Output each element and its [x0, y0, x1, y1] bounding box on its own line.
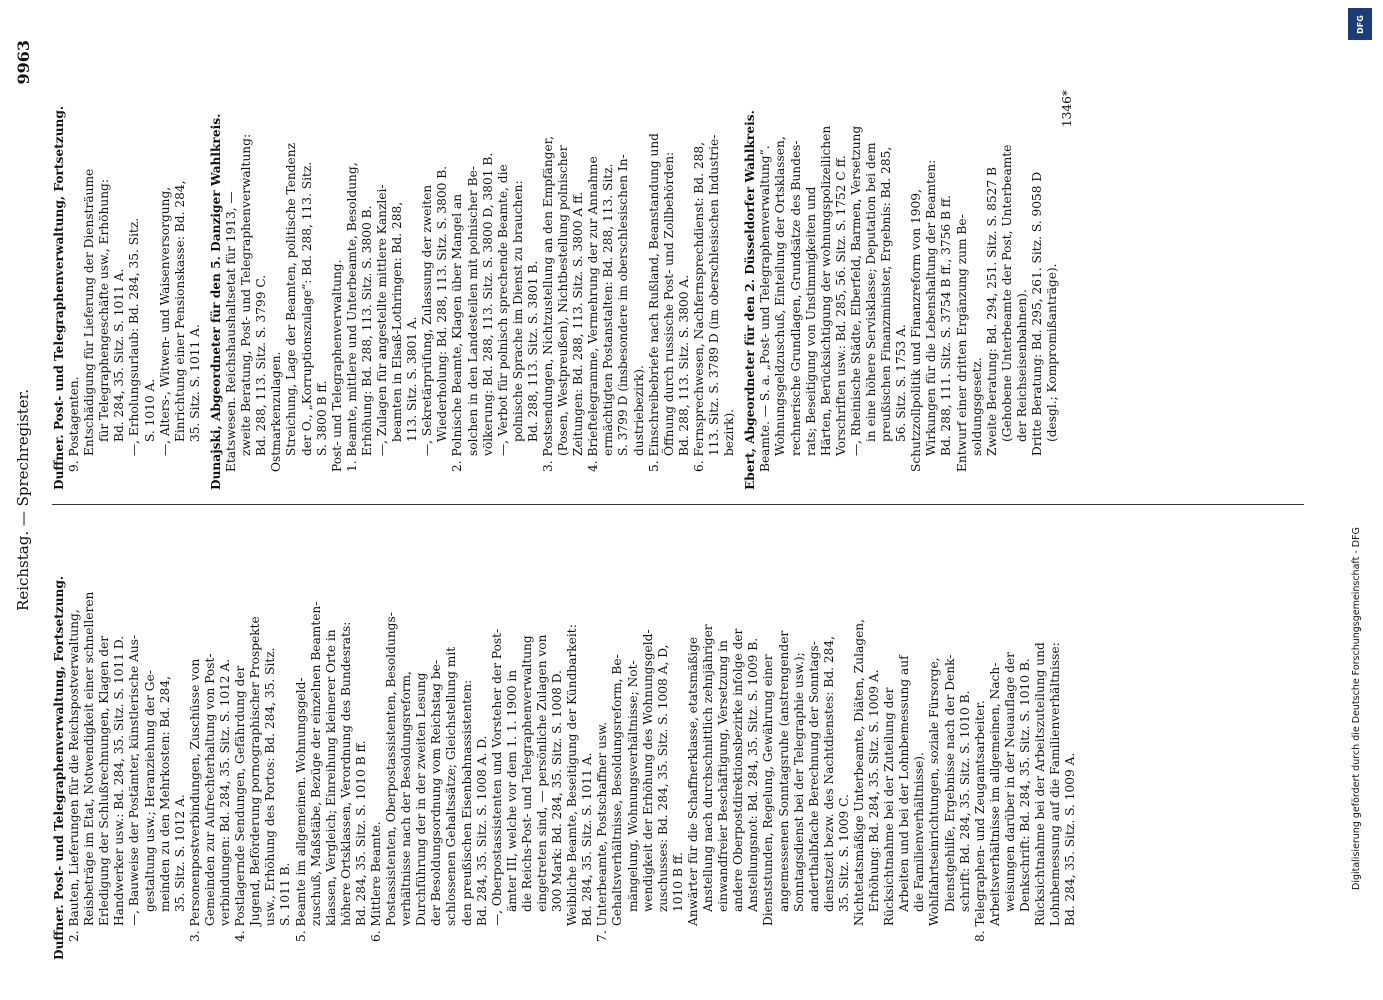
index-line: völkerung: Bd. 288, 113. Sitz. S. 3800 D, 3801 B.	[480, 152, 495, 456]
index-line: Etatswesen. Reichshaushaltsetat für 1913, —	[224, 191, 239, 472]
index-line: 9. Postagenten.	[67, 376, 82, 472]
index-line: Bd. 284, 35. Sitz. S. 1008 A. D.	[474, 735, 489, 926]
index-line: polnische Sprache im Dienst zu brauchen:	[510, 180, 525, 442]
index-line: verhältnisse nach der Besoldungsreform,	[399, 671, 414, 926]
index-line: wendigkeit der Erhöhung des Wohnungsgeld-	[640, 629, 655, 912]
index-line: zuschusses: Bd. 284, 35. Sitz. S. 1008 A, D,	[655, 644, 670, 912]
index-line: 113. Sitz. S. 3801 A.	[405, 316, 420, 442]
index-line: —, Oberpostassistenten und Vorsteher der Post-	[489, 628, 504, 926]
index-line: —, Sekretärprüfung, Zulassung der zweiten	[420, 184, 435, 456]
index-line: gestaltung usw.; Heranziehung der Ge-	[142, 670, 157, 912]
index-line: 35. Sitz. S. 1011 A.	[187, 324, 202, 442]
index-line: —, Bauweise der Postämter, künstlerische Aus-	[127, 634, 142, 926]
index-line: ämter III, welche vor dem 1. 1. 1900 in	[504, 669, 519, 912]
index-line: usw., Erhöhung des Portos: Bd. 284, 35. Sitz.	[263, 647, 278, 926]
index-line: —, Alters-, Witwen- und Waisenversorgung,	[157, 186, 172, 456]
left-column	[52, 520, 1304, 960]
index-line: Bd. 288, 113. Sitz. S. 3800 A.	[676, 274, 691, 456]
index-line: die Familienverhältnisse).	[912, 752, 927, 912]
index-line: rechnerische Grundlagen, Grundsätze des Bundes-	[788, 140, 803, 456]
index-line: —, Zulagen für angestellte mittlere Kanzlei-	[374, 184, 389, 456]
index-line: Zweite Beratung: Bd. 294, 251. Sitz. S. 8527 B	[984, 167, 999, 456]
digitization-note-text: Digitalisierung gefördert durch die Deutsche Forschungsgemeinschaft - DFG	[1351, 527, 1362, 890]
index-line: Bd. 284, 35. Sitz. S. 1011 A.	[580, 752, 595, 926]
index-line: Dienstgehilfe, Ergebnisse nach der Denk-	[942, 654, 957, 912]
index-line: Entschädigung für Lieferung der Diensträume	[82, 168, 97, 456]
index-line: schlossenen Gehaltssätze; Gleichstellung mit	[444, 646, 459, 926]
index-line: der Reichseisenbahnen).	[1014, 289, 1029, 442]
index-line: Dienststunden, Regelung, Gewährung einer	[761, 654, 776, 926]
index-line: 56. Sitz. S. 1753 A.	[894, 324, 909, 442]
index-line: 3. Personenpostverbindungen, Zuschüsse von	[187, 658, 202, 942]
index-line: Einrichtung einer Pensionskasse: Bd. 284,	[172, 180, 187, 442]
index-line: meinden zu den Mehrkosten: Bd. 284,	[157, 675, 172, 912]
index-line: dustriebezirk).	[631, 365, 646, 456]
index-line: beamten in Elsaß-Lothringen: Bd. 288,	[390, 201, 405, 442]
entry-heading: Duffner. Post- und Telegraphenverwaltung, Fortsetzung.	[52, 575, 66, 960]
index-line: anderthalbfache Berechnung der Sonntags-	[806, 641, 821, 912]
index-line: soldungsgesetz.	[969, 357, 984, 456]
index-line: weisungen darüber in der Neuauflage der	[1002, 652, 1017, 912]
index-line: 300 Mark: Bd. 284, 35. Sitz. S. 1008 D.	[550, 670, 565, 912]
index-line: höhere Ortsklassen, Verordnung des Bundesrats:	[338, 621, 353, 926]
index-line: Sonntagsdienst bei der Telegraphie usw.);	[791, 652, 806, 912]
index-line: für Telegraphengeschäfte usw., Erhöhung:	[97, 179, 112, 442]
index-line: Anstellungsnot: Bd. 284, 35. Sitz. S. 1009 B.	[746, 637, 761, 912]
index-line: Zeitungen: Bd. 288, 113. Sitz. S. 3800 A ff.	[571, 191, 586, 456]
index-line: Erhöhung: Bd. 284, 35. Sitz. S. 1009 A.	[867, 669, 882, 912]
index-line: Wohlfahrtseinrichtungen, soziale Fürsorge,	[927, 657, 942, 926]
index-line: Bd. 288, 113. Sitz. S. 3799 C.	[254, 274, 269, 456]
index-line: 35. Sitz. S. 1009 C.	[836, 794, 851, 912]
index-line: Arbeitsverhältnisse im allgemeinen, Nach-	[987, 662, 1002, 926]
index-line: 2. Bauten, Lieferungen für die Reichspostverwaltung,	[67, 609, 82, 942]
index-line: S. 1010 A.	[142, 378, 157, 442]
index-line: S. 3800 B ff.	[314, 380, 329, 456]
index-line: 1346*	[1060, 90, 1075, 128]
index-line: Anstellung nach durchschnittlich zehnjähriger	[701, 624, 716, 912]
index-line: Entwurf einer dritten Ergänzung zum Be-	[954, 214, 969, 472]
index-line: Wiederholung: Bd. 288, 113. Sitz. S. 3800 B.	[435, 165, 450, 442]
index-line: —, Rheinische Städte, Elberfeld, Barmen, Versetzung	[848, 125, 863, 456]
index-line: Bd. 284, 35. Sitz. S. 1010 B ff.	[353, 740, 368, 926]
index-line: S. 1011 B.	[278, 862, 293, 926]
entry-heading: Ebert, Abgeordneter für den 2. Düsseldorfer Wahlkreis.	[743, 110, 758, 490]
index-line: rats; Beseitigung von Unstimmigkeiten und	[803, 186, 818, 456]
index-line: 6. Mittlere Beamte.	[368, 821, 383, 942]
index-line: Bd. 284, 35. Sitz. S. 1011 A.	[112, 268, 127, 442]
index-line: Gehaltsverhältnisse, Besoldungsreform, Be-	[610, 654, 625, 926]
index-line: Weibliche Beamte, Beseitigung der Kündbarkeit:	[565, 624, 580, 926]
index-line: Durchführung der in der zweiten Lesung	[414, 672, 429, 926]
index-line: mängelung, Wohnungsverhältnisse; Not-	[625, 660, 640, 912]
index-line: 6. Fernsprechwesen, Nachfernsprechdienst: Bd. 288,	[691, 142, 706, 472]
index-line: 5. Beamte im allgemeinen. Wohnungsgeld-	[293, 677, 308, 942]
index-line: Nichtetatsmäßige Unterbeamte, Diäten, Zulagen,	[851, 618, 866, 926]
entry-heading: Dunajski, Abgeordneter für den 5. Danziger Wahlkreis.	[208, 113, 223, 490]
running-head	[14, 40, 40, 960]
index-line: —, Verbot für polnisch sprechende Beamte, die	[495, 164, 510, 456]
index-line: preußischen Finanzminister, Ergebnis: Bd. 285,	[879, 146, 894, 442]
dfg-logo: DFG	[1348, 8, 1372, 40]
index-line: Bd. 288, 113. Sitz. S. 3801 B.	[525, 260, 540, 442]
index-line: Post- und Telegraphenverwaltung.	[329, 259, 344, 472]
index-line: ermächtigten Postanstalten: Bd. 288, 113. Sitz.	[601, 163, 616, 456]
index-line: (desgl.; Kompromißanträge).	[1045, 263, 1060, 442]
index-line: 7. Unterbeamte, Postschaffner usw.	[595, 721, 610, 942]
index-line: Beamte. — S. a. „Post- und Telegraphenverwaltung“.	[758, 145, 773, 472]
index-line: (Gehobene Unterbeamte der Post, Unterbeamte	[999, 144, 1014, 442]
index-line: Reisbeträge im Etat, Notwendigkeit einer schnelleren	[82, 591, 97, 926]
index-line: Ostmarkenzulagen.	[269, 351, 284, 472]
index-line: 1010 B ff.	[670, 852, 685, 912]
index-line: 3. Postsendungen, Nichtzustellung an den Empfänger,	[541, 135, 555, 472]
digitization-note	[1346, 110, 1368, 890]
index-line: Bd. 288, 111. Sitz. S. 3754 B ff., 3756 B ff.	[939, 195, 954, 456]
index-line: Lohnbemessung auf die Familienverhältnisse:	[1048, 642, 1063, 926]
index-line: angemessenen Sonntagsruhe (anstrengender	[776, 630, 791, 912]
index-line: (Posen, Westpreußen), Nichtbestellung polnischer	[556, 145, 571, 456]
index-line: Härten, Berücksichtigung der wohnungspolizeilichen	[818, 125, 833, 456]
index-line: 5. Einschreibebriefe nach Rußland, Beanstandung und	[646, 133, 661, 472]
index-line: der Besoldungsordnung vom Reichstag be-	[429, 660, 444, 926]
index-line: Erledigung der Schlußrechnungen, Klagen der	[97, 635, 112, 926]
page-title: Reichstag. — Sprechregister.	[14, 389, 32, 611]
index-line: 1. Beamte, mittlere und Unterbeamte, Besoldung,	[344, 162, 359, 472]
columns	[52, 40, 1304, 960]
index-line: Gemeinden zur Aufrechterhaltung von Post-	[202, 653, 217, 926]
index-line: Schutzzollpolitik und Finanzreform von 1909,	[909, 189, 924, 472]
index-line: eingetreten sind, — persönliche Zulagen von	[535, 634, 549, 912]
index-line: schrift: Bd. 284, 35. Sitz. S. 1010 B.	[957, 690, 972, 912]
index-line: zuschuß, Maßstäbe, Bezüge der einzelnen Beamten-	[308, 601, 323, 926]
index-line: solchen in den Landesteilen mit polnischer Be-	[465, 166, 480, 456]
column-divider	[52, 504, 1304, 505]
index-line: Wirkungen für die Lebenshaltung der Beamten:	[924, 159, 939, 456]
page-number: 9963	[14, 40, 33, 85]
index-line: Bd. 284, 35. Sitz. S. 1009 A.	[1063, 752, 1078, 926]
index-line: S. 3799 D (insbesondere im oberschlesischen In-	[616, 154, 631, 456]
entry-heading: Duffner. Post- und Telegraphenverwaltung, Fortsetzung.	[52, 105, 66, 490]
index-line: 35. Sitz. S. 1012 A.	[172, 794, 187, 912]
index-line: Erhöhung: Bd. 288, 113. Sitz. S. 3800 B.	[359, 205, 374, 456]
index-line: verbindungen: Bd. 284, 35. Sitz. S. 1012 A.	[218, 658, 233, 926]
index-line: dienstzeit bezw. des Nachtdienstes: Bd. 284,	[821, 635, 836, 912]
index-line: 113. Sitz. S. 3789 D (im oberschlesischen Industrie-	[707, 134, 722, 456]
index-line: Öffnung durch russische Post- und Zollbehörden:	[661, 151, 676, 456]
index-line: —, Erholungsurlaub: Bd. 284, 35. Sitz.	[127, 217, 142, 456]
index-line: 8. Telegraphen- und Zeugamtsarbeiter.	[972, 700, 987, 942]
right-column	[52, 50, 1304, 490]
index-line: Dritte Beratung: Bd. 295, 261. Sitz. S. 9058 D	[1030, 171, 1044, 456]
index-line: 2. Polnische Beamte, Klagen über Mangel an	[450, 193, 465, 472]
index-line: andere Oberpostdirektionsbezirke infolge der	[731, 628, 746, 912]
index-line: Streichung, Lage der Beamten, politische Tendenz	[284, 142, 299, 456]
index-line: Handwerker usw.: Bd. 284, 35. Sitz. S. 1011 D.	[112, 635, 127, 926]
index-line: Rücksichtnahme bei der Arbeitszuteilung und	[1033, 642, 1048, 926]
index-line: zweite Beratung, Post- und Telegraphenverwaltung:	[239, 133, 254, 456]
index-line: 4. Brieftelegramme, Vermehrung der zur Annahme	[586, 156, 601, 472]
index-line: Anwärter für die Schaffnerklasse, etatsmäßige	[685, 636, 700, 926]
index-line: klassen, Vergleich; Einreihung kleinerer Orte in	[323, 629, 338, 926]
index-line: Postassistenten, Oberpostassistenten, Besoldungs-	[384, 612, 399, 926]
index-line: Wohnungsgeldzuschuß, Einteilung der Ortsklassen,	[773, 136, 788, 456]
index-line: der O., „Korruptionszulage“: Bd. 288, 113. Sitz.	[299, 161, 314, 456]
index-line: Jugend, Beförderung pornographischer Prospekte	[248, 616, 263, 926]
index-line: bezirk).	[722, 408, 737, 456]
index-line: Vorschriften usw.: Bd. 285, 56. Sitz. S. 1752 C ff.	[833, 155, 848, 456]
index-line: in eine höhere Servisklasse; Deputation bei dem	[863, 142, 878, 442]
index-line: Arbeiten und bei der Lohnbemessung auf	[897, 655, 912, 912]
index-line: Denkschrift: Bd. 284, 35. Sitz. S. 1010 B.	[1018, 658, 1032, 912]
index-line: 4. Postlagernde Sendungen, Gefährdung der	[233, 665, 248, 942]
index-line: Rücksichtnahme bei der Zuteilung der	[882, 687, 897, 926]
index-line: den preußischen Eisenbahnassistenten:	[459, 679, 474, 926]
index-line: die Reichs-Post- und Telegraphenverwaltung	[519, 635, 534, 912]
index-line: einwandfreier Beschäftigung, Versetzung in	[716, 639, 731, 912]
